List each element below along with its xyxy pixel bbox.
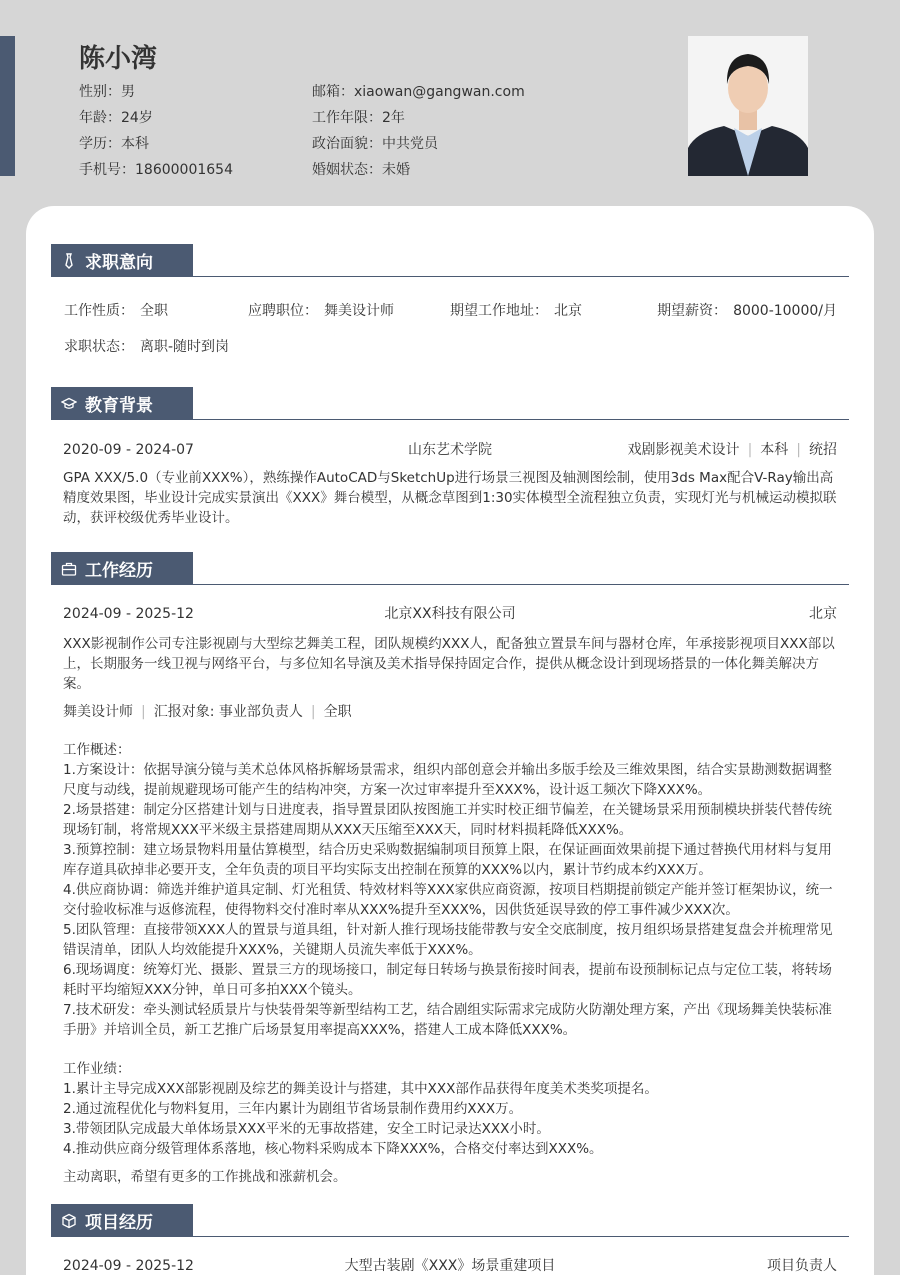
company-name: 北京XX科技有限公司 bbox=[384, 606, 516, 622]
section-project bbox=[51, 1204, 849, 1275]
section-header bbox=[51, 244, 849, 277]
education-line bbox=[51, 440, 849, 460]
overview-item: 1.方案设计：依据导演分镜与美术总体风格拆解场景需求，组织内部创意会并输出多版手绘及三维效果图，结合实景勘测数据调整尺度与动线，提前规避现场可能产生的结构冲突，方案一次过审率提升至XXX%，设计返工频次下降XXX%。 bbox=[63, 762, 832, 798]
achievement-item: 4.推动供应商分级管理体系落地，核心物料采购成本下降XXX%，合格交付率达到XXX%。 bbox=[63, 1141, 603, 1157]
overview-item: 6.现场调度：统筹灯光、摄影、置景三方的现场接口，制定每日转场与换景衔接时间表，提前布设预制标记点与定位工装，将转场耗时平均缩短XXX分钟，单日可多拍XXX个镜头。 bbox=[63, 962, 832, 998]
cube-icon bbox=[61, 1213, 77, 1229]
section-education bbox=[51, 387, 849, 528]
achievement-item: 1.累计主导完成XXX部影视剧及综艺的舞美设计与搭建，其中XXX部作品获得年度美术类奖项提名。 bbox=[63, 1081, 658, 1097]
education-date: 2020-09 - 2024-07 bbox=[63, 442, 194, 458]
personal-info-right bbox=[312, 79, 525, 183]
section-tab: 教育背景 bbox=[51, 387, 193, 420]
marital-row: 婚姻状态：未婚 bbox=[312, 162, 410, 178]
education-description: GPA XXX/5.0（专业前XXX%），熟练操作AutoCAD与SketchUp进行场景三视图及轴测图绘制，使用3ds Max配合V-Ray输出高精度效果图，毕业设计完成实景演出《XXX》舞台模型，从概念草图到1:30实体模型全流程独立负责，实现灯光与机械运动模拟联动，获评校级优秀毕业设计。 bbox=[63, 470, 837, 526]
job-nature: 工作性质： 全职 bbox=[64, 303, 168, 319]
intent-row-2 bbox=[51, 337, 849, 357]
section-header bbox=[51, 1204, 849, 1237]
project-date: 2024-09 - 2025-12 bbox=[63, 1258, 194, 1274]
expected-salary: 期望薪资： 8000-10000/月 bbox=[657, 303, 837, 319]
achievement-item: 3.带领团队完成最大单体场景XXX平米的无事故搭建，安全工时记录达XXX小时。 bbox=[63, 1121, 550, 1137]
leave-reason: 主动离职，希望有更多的工作挑战和涨薪机会。 bbox=[63, 1169, 347, 1185]
accent-bar bbox=[0, 36, 15, 176]
graduation-cap-icon bbox=[61, 396, 77, 412]
job-location: 期望工作地址： 北京 bbox=[450, 303, 582, 319]
briefcase-icon bbox=[61, 561, 77, 577]
age-row: 年龄：24岁 bbox=[79, 110, 153, 126]
section-tab: 求职意向 bbox=[51, 244, 193, 277]
email-row: 邮箱：xiaowan@gangwan.com bbox=[312, 84, 525, 100]
work-overview: 工作概述： 1.方案设计：依据导演分镜与美术总体风格拆解场景需求，组织内部创意会并输出多版手绘及三维效果图，结合实景勘测数据调整尺度与动线，提前规避现场可能产生的结构冲突，方案一次过审率提升至XXX%，设计返工频次下降XXX%。 2.场景搭建：制定分区搭建计划与日进度表，指导置景团队按图施工并实时校正细节偏差，在关键场景采用预制模块拼装代替传统现场钉制，将常规XXX平米级主景搭建周期从XXX天压缩至XXX天，同时材料损耗降低XXX%。 3.预算控制：建立场景物料用量估算模型，结合历史采购数据编制项目预算上限，在保证画面效果前提下通过替换代用材料与复用库存道具砍掉非必要开支，全年负责的项目平均实际支出控制在预算的XXX%以内，累计节约成本约XXX万。 4.供应商协调：筛选并维护道具定制、灯光租赁、特效材料等XXX家供应商资源，按项目档期提前锁定产能并签订框架协议，统一交付验收标准与返修流程，使得物料交付准时率从XXX%提升至XXX%，因供货延误导致的停工事件减少XXX次。 5.团队管理：直接带领XXX人的置景与道具组，针对新人推行现场技能带教与安全交底制度，按月组织场景搭建复盘会并梳理常见错误清单，团队人均效能提升XXX%，关键期人员流失率低于XXX%。 6.现场调度：统筹灯光、摄影、置景三方的现场接口，制定每日转场与换景衔接时间表，提前布设预制标记点与定位工装，将转场耗时平均缩短XXX分钟，单日可多拍XXX个镜头。 7.技术研发：牵头测试轻质景片与快装骨架等新型结构工艺，结合剧组实际需求完成防火防潮处理方案，产出《现场舞美快装标准手册》并培训全员，新工艺推广后场景复用率提高XXX%，搭建人工成本降低XXX%。 bbox=[51, 740, 849, 1040]
section-header bbox=[51, 387, 849, 420]
personal-info-left bbox=[79, 79, 233, 183]
achievement-item: 2.通过流程优化与物料复用，三年内累计为剧组节省场景制作费用约XXX万。 bbox=[63, 1101, 523, 1117]
education-details: 戏剧影视美术设计 | 本科 | 统招 bbox=[627, 442, 837, 458]
company-intro: XXX影视制作公司专注影视剧与大型综艺舞美工程，团队规模约XXX人，配备独立置景车间与器材仓库，年承接影视项目XXX部以上，长期服务一线卫视与网络平台，与多位知名导演及美术指导保持固定合作，提供从概念设计到现场搭景的一体化舞美解决方案。 bbox=[63, 636, 835, 692]
overview-item: 7.技术研发：牵头测试轻质景片与快装骨架等新型结构工艺，结合剧组实际需求完成防火防潮处理方案，产出《现场舞美快装标准手册》并培训全员，新工艺推广后场景复用率提高XXX%，搭建人工成本降低XXX%。 bbox=[63, 1002, 832, 1038]
project-line bbox=[51, 1256, 849, 1275]
section-tab: 工作经历 bbox=[51, 552, 193, 585]
project-name: 大型古装剧《XXX》场景重建项目 bbox=[344, 1258, 556, 1274]
education-level-row: 学历：本科 bbox=[79, 136, 149, 152]
work-years-row: 工作年限：2年 bbox=[312, 110, 405, 126]
overview-item: 4.供应商协调：筛选并维护道具定制、灯光租赁、特效材料等XXX家供应商资源，按项目档期提前锁定产能并签订框架协议，统一交付验收标准与返修流程，使得物料交付准时率从XXX%提升至XXX%，因供货延误导致的停工事件减少XXX次。 bbox=[63, 882, 833, 918]
intent-row-1 bbox=[51, 301, 849, 321]
profile-photo bbox=[688, 36, 808, 176]
work-line bbox=[51, 604, 849, 624]
overview-item: 5.团队管理：直接带领XXX人的置景与道具组，针对新人推行现场技能带教与安全交底制度，按月组织场景搭建复盘会并梳理常见错误清单，团队人均效能提升XXX%，关键期人员流失率低于XXX%。 bbox=[63, 922, 833, 958]
gender-row: 性别：男 bbox=[79, 84, 135, 100]
section-work bbox=[51, 552, 849, 1187]
tie-icon bbox=[61, 253, 77, 269]
resume-card bbox=[26, 206, 874, 1275]
overview-item: 3.预算控制：建立场景物料用量估算模型，结合历史采购数据编制项目预算上限，在保证画面效果前提下通过替换代用材料与复用库存道具砍掉非必要开支，全年负责的项目平均实际支出控制在预算的XXX%以内，累计节约成本约XXX万。 bbox=[63, 842, 832, 878]
overview-item: 2.场景搭建：制定分区搭建计划与日进度表，指导置景团队按图施工并实时校正细节偏差，在关键场景采用预制模块拼装代替传统现场钉制，将常规XXX平米级主景搭建周期从XXX天压缩至XXX天，同时材料损耗降低XXX%。 bbox=[63, 802, 832, 838]
school-name: 山东艺术学院 bbox=[408, 442, 492, 458]
work-achievements: 工作业绩： 1.累计主导完成XXX部影视剧及综艺的舞美设计与搭建，其中XXX部作品获得年度美术类奖项提名。 2.通过流程优化与物料复用，三年内累计为剧组节省场景制作费用约XXX万。 3.带领团队完成最大单体场景XXX平米的无事故搭建，安全工时记录达XXX小时。 4.推动供应商分级管理体系落地，核心物料采购成本下降XXX%，合格交付率达到XXX%。 bbox=[51, 1059, 849, 1159]
section-header bbox=[51, 552, 849, 585]
phone-row: 手机号：18600001654 bbox=[79, 162, 233, 178]
work-city: 北京 bbox=[809, 606, 837, 622]
section-intent bbox=[51, 244, 849, 357]
work-date: 2024-09 - 2025-12 bbox=[63, 606, 194, 622]
job-status: 求职状态： 离职-随时到岗 bbox=[64, 339, 230, 355]
project-role: 项目负责人 bbox=[767, 1258, 837, 1274]
political-row: 政治面貌：中共党员 bbox=[312, 136, 438, 152]
job-position: 应聘职位： 舞美设计师 bbox=[248, 303, 394, 319]
section-tab: 项目经历 bbox=[51, 1204, 193, 1237]
candidate-name: 陈小湾 bbox=[79, 44, 158, 74]
work-role-line: 舞美设计师 | 汇报对象: 事业部负责人 | 全职 bbox=[63, 704, 352, 720]
